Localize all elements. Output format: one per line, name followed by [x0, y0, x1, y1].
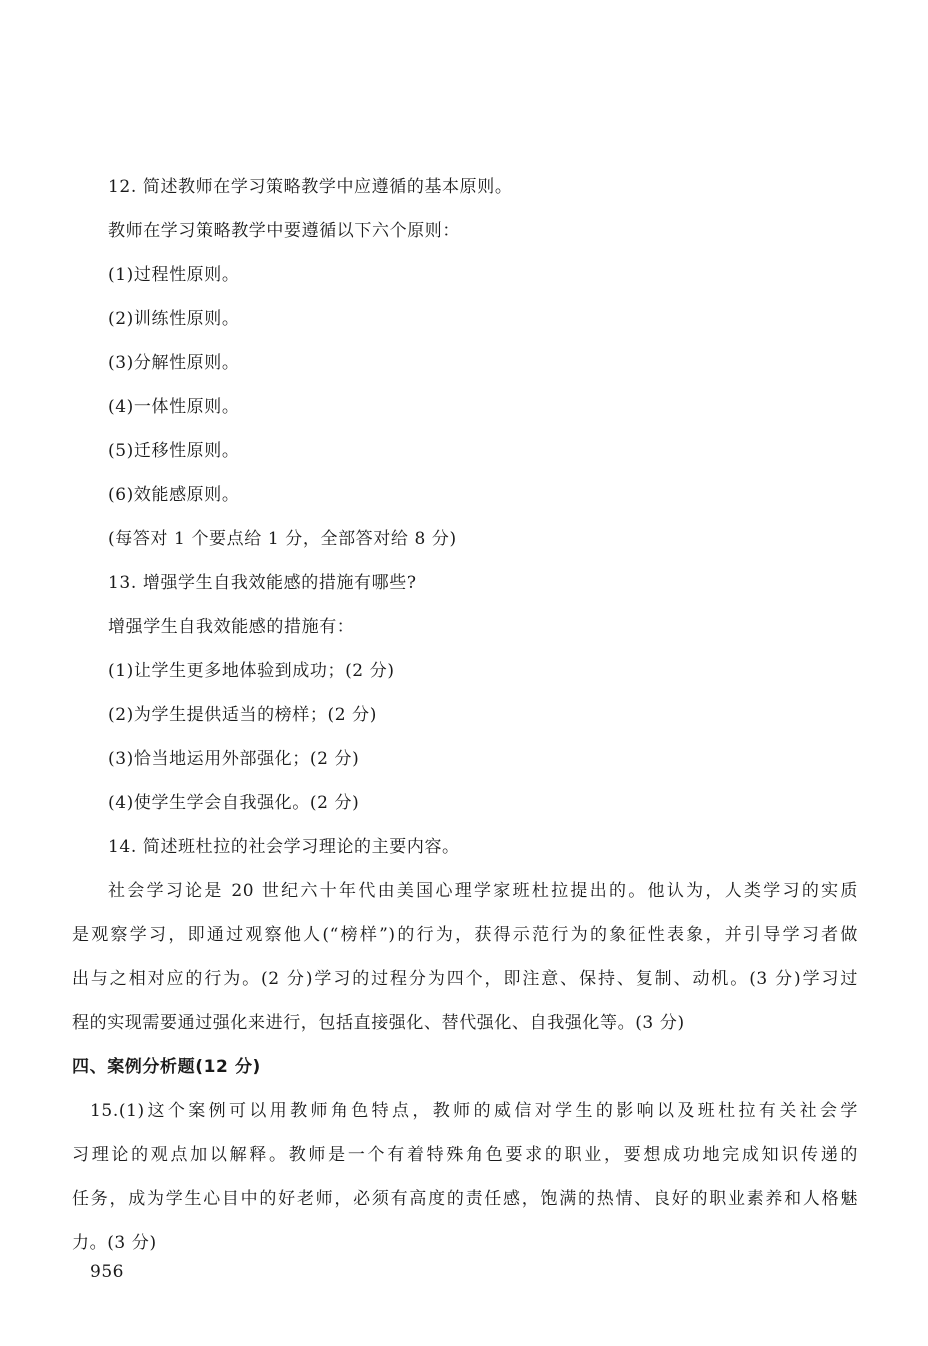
q15-answer — [72, 1099, 858, 1275]
page-number: 956 — [90, 1262, 124, 1282]
q15-answer-line: 力。(3 分) — [72, 1233, 157, 1253]
q14-answer-line: 是观察学习，即通过观察他人(“榜样”)的行为，获得示范行为的象征性表象，并引导学习者做 — [72, 925, 858, 945]
q12-item: (2)训练性原则。 — [108, 309, 240, 329]
q12-scoring: (每答对 1 个要点给 1 分，全部答对给 8 分) — [108, 529, 457, 549]
q15-answer-line: 15.(1)这个案例可以用教师角色特点，教师的威信对学生的影响以及班杜拉有关社会学 — [90, 1101, 858, 1121]
q12-item: (1)过程性原则。 — [108, 265, 240, 285]
q13-intro: 增强学生自我效能感的措施有： — [108, 617, 355, 637]
q13-item: (3)恰当地运用外部强化；(2 分) — [108, 749, 360, 769]
q14-answer-line: 出与之相对应的行为。(2 分)学习的过程分为四个，即注意、保持、复制、动机。(3 分)学习过 — [72, 969, 858, 989]
q14-answer-line: 社会学习论是 20 世纪六十年代由美国心理学家班杜拉提出的。他认为，人类学习的实质 — [108, 881, 858, 901]
q14-answer-line: 程的实现需要通过强化来进行，包括直接强化、替代强化、自我强化等。(3 分) — [72, 1013, 685, 1033]
q14-answer — [72, 879, 858, 1055]
q15-answer-line: 任务，成为学生心目中的好老师，必须有高度的责任感，饱满的热情、良好的职业素养和人格魅 — [72, 1189, 858, 1209]
q13-item: (4)使学生学会自我强化。(2 分) — [108, 793, 360, 813]
q14-title: 14. 简述班杜拉的社会学习理论的主要内容。 — [108, 837, 460, 857]
q12-item: (6)效能感原则。 — [108, 485, 240, 505]
q13-title: 13. 增强学生自我效能感的措施有哪些? — [108, 573, 417, 593]
q12-item: (5)迁移性原则。 — [108, 441, 240, 461]
q13-item: (1)让学生更多地体验到成功；(2 分) — [108, 661, 395, 681]
q12-intro: 教师在学习策略教学中要遵循以下六个原则： — [108, 221, 460, 241]
section-heading: 四、案例分析题(12 分) — [72, 1057, 261, 1077]
q12-item: (4)一体性原则。 — [108, 397, 240, 417]
q12-item: (3)分解性原则。 — [108, 353, 240, 373]
q12-title: 12. 简述教师在学习策略教学中应遵循的基本原则。 — [108, 177, 513, 197]
q13-item: (2)为学生提供适当的榜样；(2 分) — [108, 705, 377, 725]
q15-answer-line: 习理论的观点加以解释。教师是一个有着特殊角色要求的职业，要想成功地完成知识传递的 — [72, 1145, 858, 1165]
